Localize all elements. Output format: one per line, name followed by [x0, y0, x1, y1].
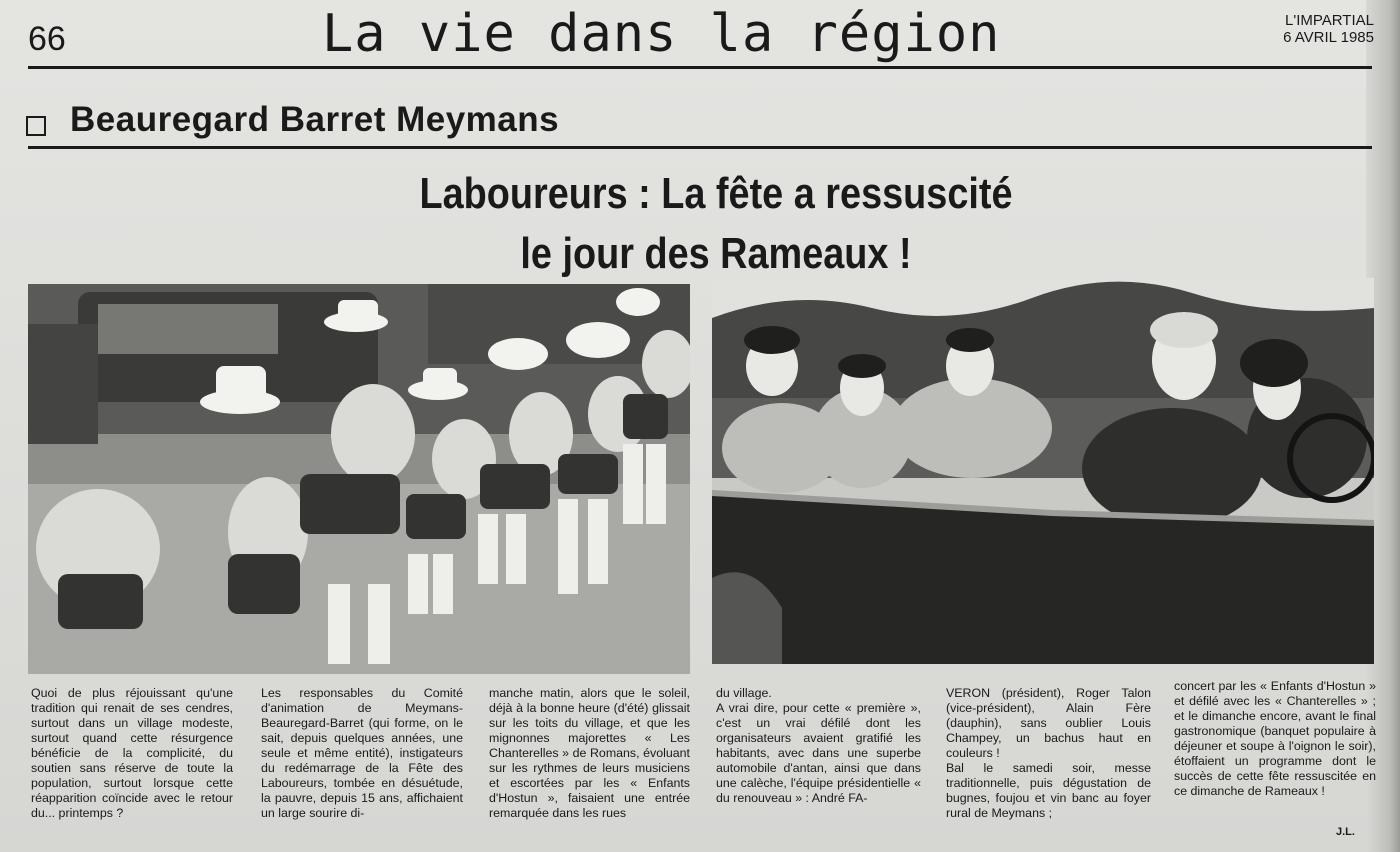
- article-column-2: Les responsables du Comité d'animation de Meymans-Beauregard-Barret (qui forme, on le sait, depuis quelques années, une seule et même entité), instigateurs du redémarrage de la Fête des Laboureurs, tombée en désuétude, la pauvre, depuis 15 ans, affichaient un large sourire di-: [261, 686, 463, 820]
- publication-name: L'IMPARTIAL: [1284, 12, 1374, 29]
- article-column-3: manche matin, alors que le soleil, déjà à la bonne heure (d'été) glissait sur les toits du village, et que les mignonnes majorettes « Les Chanterelles » de Romans, évoluant sur les rythmes de leurs musiciens et escortées par les « Enfants d'Hostun », faisaient une entrée remarquée dans les rues: [489, 686, 690, 820]
- section-rule: [28, 146, 1372, 149]
- publication-info: [1262, 12, 1374, 46]
- author-signature: J.L.: [1336, 826, 1355, 838]
- page-number: 66: [28, 20, 66, 58]
- majorettes-photo: [28, 284, 690, 674]
- publication-date: 6 AVRIL 1985: [1283, 29, 1374, 46]
- article-headline: [358, 164, 1074, 284]
- article-column-1: Quoi de plus réjouissant qu'une tradition qui renait de ses cendres, surtout dans un village modeste, surtout quand cette résurgence bénéficie de la complicité, du soutien sans réserve de toute la population, surtout lorsque cette réapparition coïncide avec le retour du... printemps ?: [31, 686, 233, 820]
- section-title: La vie dans la région: [322, 4, 1001, 64]
- article-column-6: concert par les « Enfants d'Hostun » et défilé avec les « Chanterelles » ; et le dimanche encore, avant le final gastronomique (banquet populaire à déjeuner et soupe à l'oignon le soir), étoffaient un programme dont le succès de cette fête ressuscitée en ce dimanche de Rameaux !: [1174, 679, 1376, 798]
- locality-heading: Beauregard Barret Meymans: [70, 100, 560, 139]
- vintage-car-photo: [712, 278, 1374, 664]
- headline-line-2: le jour des Rameaux !: [520, 229, 912, 278]
- header-rule: [28, 66, 1372, 69]
- section-box-icon: [26, 116, 46, 136]
- headline-line-1: Laboureurs : La fête a ressuscité: [419, 169, 1013, 218]
- article-column-5: VERON (président), Roger Talon (vice-président), Alain Fère (dauphin), sans oublier Louis Champey, un bachus haut en couleurs ! Bal le samedi soir, messe traditionnelle, puis dégustation de bugnes, foujou et vin banc au foyer rural de Meymans ;: [946, 686, 1151, 820]
- article-column-4: du village. A vrai dire, pour cette « première », c'est un vrai défilé dont les organisateurs avaient gratifié les habitants, avec dans une superbe automobile d'antan, ainsi que dans une calèche, l'équipe présidentielle « du renouveau » : André FA-: [716, 686, 921, 805]
